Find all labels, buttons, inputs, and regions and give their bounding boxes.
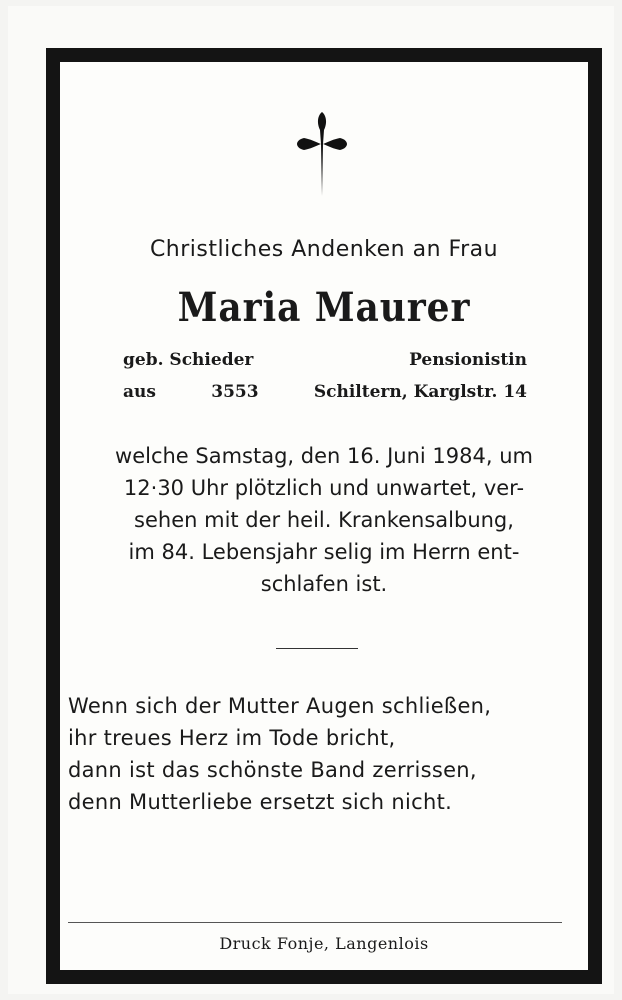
birth-name: geb. Schieder	[123, 350, 254, 370]
memorial-card	[8, 6, 614, 994]
footer-divider	[68, 922, 562, 923]
postal-code: 3553	[211, 382, 259, 402]
verse-line: dann ist das schönste Band zerrissen,	[68, 758, 477, 782]
message-line: schlafen ist.	[260, 572, 388, 596]
address-row	[123, 382, 527, 402]
occupation: Pensionistin	[409, 350, 527, 370]
verse-line: ihr treues Herz im Tode bricht,	[68, 726, 396, 750]
latin-cross-icon	[296, 110, 348, 198]
birth-name-row	[123, 350, 527, 370]
deceased-name: Maria Maurer	[177, 284, 471, 331]
mourning-border-frame	[46, 48, 602, 984]
message-line: im 84. Lebensjahr selig im Herrn ent-	[128, 540, 520, 564]
verse-line: Wenn sich der Mutter Augen schließen,	[68, 694, 492, 718]
separator-line	[276, 648, 358, 649]
memorial-intro: Christliches Andenken an Frau	[149, 237, 499, 262]
message-line: sehen mit der heil. Krankensalbung,	[134, 508, 514, 532]
verse-line: denn Mutterliebe ersetzt sich nicht.	[68, 790, 453, 814]
message-line: 12·30 Uhr plötzlich und unwartet, ver-	[123, 476, 525, 500]
address: Schiltern, Karglstr. 14	[313, 382, 527, 402]
message-line: welche Samstag, den 16. Juni 1984, um	[115, 444, 533, 468]
printer-credit: Druck Fonje, Langenlois	[219, 934, 429, 953]
address-prefix: aus	[123, 382, 156, 402]
